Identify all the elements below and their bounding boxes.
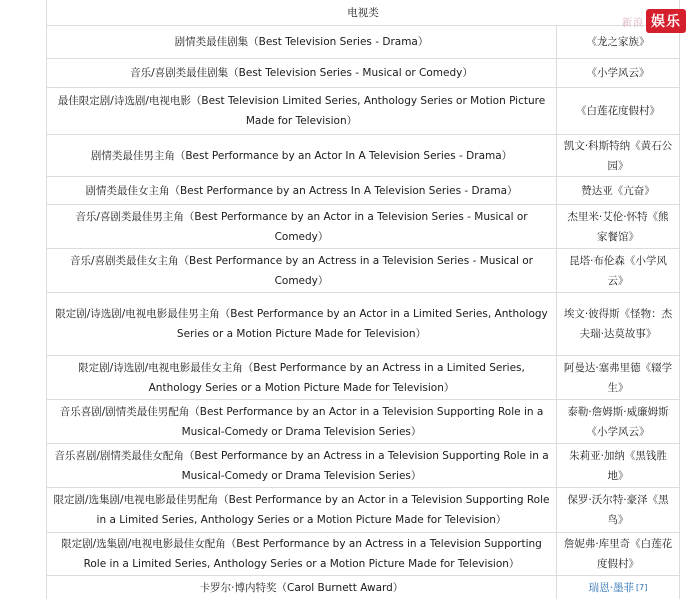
winner-cell: 朱莉亚·加纳《黑钱胜地》 — [569, 449, 667, 482]
category-cell: 音乐/喜剧类最佳男主角（Best Performance by an Actor in a Television Series - Musical or Comedy） — [47, 205, 557, 248]
table-row — [47, 444, 679, 488]
category-cell: 音乐喜剧/剧情类最佳女配角（Best Performance by an Actress in a Television Supporting Role in a Musical-Comedy or Drama Television Series） — [47, 444, 557, 487]
winner-cell: 昆塔·布伦森《小学风云》 — [569, 254, 667, 287]
table-row — [47, 59, 679, 88]
table-row — [47, 88, 679, 135]
winner-cell: 阿曼达·塞弗里德《辍学生》 — [563, 361, 673, 394]
table-row — [47, 533, 679, 576]
table-header: 电视类 — [347, 7, 379, 19]
winner-cell: 《龙之家族》 — [586, 36, 650, 48]
awards-table — [46, 0, 680, 599]
category-cell: 限定剧/选集剧/电视电影最佳女配角（Best Performance by an Actress in a Television Supporting Role in a Limited Series, Anthology Series or a Motion Picture Made for Television） — [47, 533, 557, 575]
table-row-award — [47, 576, 679, 599]
category-cell: 剧情类最佳剧集（Best Television Series - Drama） — [47, 26, 557, 58]
winner-cell: 《小学风云》 — [586, 67, 650, 79]
footnote-link[interactable]: [7] — [636, 582, 648, 592]
table-row — [47, 205, 679, 249]
winner-link[interactable]: 瑞恩·墨菲 — [588, 581, 634, 594]
logo-badge: 娱乐 — [646, 9, 686, 33]
category-cell: 限定剧/选集剧/电视电影最佳男配角（Best Performance by an Actor in a Television Supporting Role in a Limited Series, Anthology Series or a Motion Picture Made for Television） — [47, 488, 557, 532]
winner-cell: 《白莲花度假村》 — [576, 105, 660, 117]
category-cell: 音乐/喜剧类最佳剧集（Best Television Series - Musical or Comedy） — [47, 59, 557, 87]
category-cell: 限定剧/诗选剧/电视电影最佳男主角（Best Performance by an Actor in a Limited Series, Anthology Series or a Motion Picture Made for Television） — [47, 293, 557, 355]
category-cell: 卡罗尔·博内特奖（Carol Burnett Award） — [47, 576, 557, 599]
winner-cell: 凯文·科斯特纳《黄石公园》 — [563, 139, 673, 172]
winner-cell: 泰勒·詹姆斯·威廉姆斯《小学风云》 — [567, 405, 669, 438]
table-row — [47, 488, 679, 533]
winner-cell: 杰里米·艾伦·怀特《熊家餐馆》 — [567, 210, 669, 243]
logo-faint-text: 新浪 — [622, 17, 644, 29]
site-logo — [622, 9, 686, 33]
category-cell: 剧情类最佳男主角（Best Performance by an Actor In A Television Series - Drama） — [47, 135, 557, 176]
table-row — [47, 177, 679, 205]
table-row — [47, 293, 679, 356]
winner-cell: 保罗·沃尔特·豪泽《黑鸟》 — [567, 494, 669, 526]
category-cell: 最佳限定剧/诗选剧/电视电影（Best Television Limited Series, Anthology Series or Motion Picture Made for Television） — [47, 88, 557, 134]
category-cell: 音乐喜剧/剧情类最佳男配角（Best Performance by an Actor in a Television Supporting Role in a Musical-Comedy or Drama Television Series） — [47, 400, 557, 443]
category-cell: 限定剧/诗选剧/电视电影最佳女主角（Best Performance by an Actress in a Limited Series, Anthology Series or a Motion Picture Made for Television） — [47, 356, 557, 399]
winner-cell: 赞达亚《亢奋》 — [581, 184, 655, 197]
table-row — [47, 400, 679, 444]
table-row — [47, 356, 679, 400]
winner-cell: 埃文·彼得斯《怪物：杰夫瑞·达莫故事》 — [563, 308, 673, 340]
table-row — [47, 249, 679, 293]
table-row — [47, 26, 679, 59]
winner-cell — [557, 576, 679, 599]
winner-cell: 詹妮弗·库里奇《白莲花度假村》 — [563, 538, 673, 570]
category-cell: 剧情类最佳女主角（Best Performance by an Actress In A Television Series - Drama） — [47, 177, 557, 204]
category-cell: 音乐/喜剧类最佳女主角（Best Performance by an Actress in a Television Series - Musical or Comedy） — [47, 249, 557, 292]
table-header-row — [47, 0, 679, 26]
table-row — [47, 135, 679, 177]
